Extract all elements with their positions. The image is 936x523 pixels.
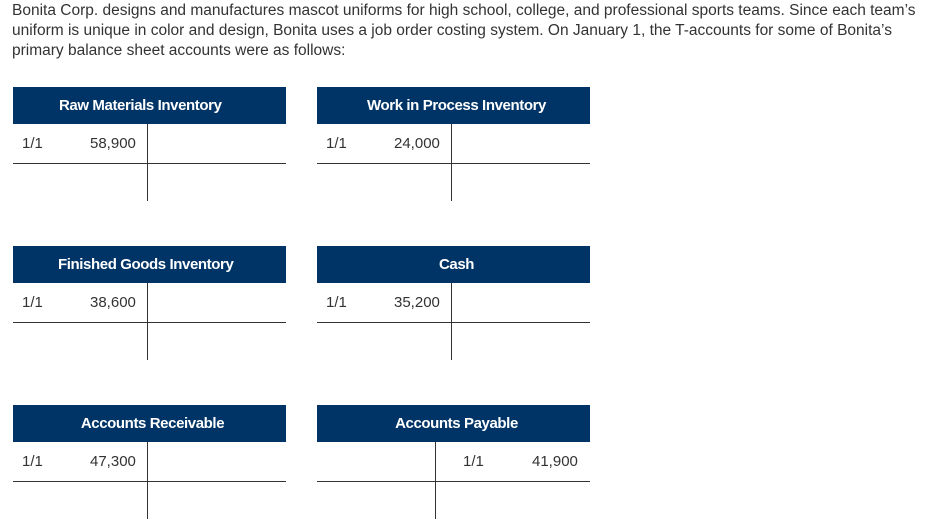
- entry-date: 1/1: [22, 294, 43, 311]
- t-account-title: Finished Goods Inventory: [58, 256, 234, 273]
- entry-amount: 41,900: [532, 453, 578, 470]
- intro-paragraph: Bonita Corp. designs and manufactures mascot uniforms for high school, college, and professional sports teams. Since each team’s uniform is unique in color and design, Bonita uses a job order costing system. On January 1, the T-accounts for some of Bonita’s primary balance sheet accounts were as follows:: [12, 2, 916, 59]
- t-account-divider-horizontal: [13, 163, 286, 164]
- entry-date: 1/1: [22, 135, 43, 152]
- t-account-header: [317, 87, 590, 124]
- t-account-divider-horizontal: [317, 481, 590, 482]
- entry-amount: 35,200: [394, 294, 440, 311]
- t-account-divider-horizontal: [317, 322, 590, 323]
- t-account-header: [13, 246, 286, 283]
- t-account-divider-horizontal: [13, 481, 286, 482]
- entry-date: 1/1: [463, 453, 484, 470]
- entry-amount: 38,600: [90, 294, 136, 311]
- t-account-divider-horizontal: [317, 163, 590, 164]
- t-account-cash: [317, 246, 590, 360]
- entry-date: 1/1: [22, 453, 43, 470]
- t-account-title: Raw Materials Inventory: [59, 97, 222, 114]
- t-account-finished-goods-inventory: [13, 246, 286, 360]
- t-account-raw-materials-inventory: [13, 87, 286, 201]
- entry-date: 1/1: [326, 135, 347, 152]
- entry-date: 1/1: [326, 294, 347, 311]
- entry-amount: 24,000: [394, 135, 440, 152]
- t-account-title: Accounts Payable: [395, 415, 518, 432]
- t-account-header: [317, 246, 590, 283]
- t-account-header: [13, 87, 286, 124]
- entry-amount: 58,900: [90, 135, 136, 152]
- t-account-title: Cash: [438, 256, 475, 273]
- t-account-divider-horizontal: [13, 322, 286, 323]
- entry-amount: 47,300: [90, 453, 136, 470]
- t-account-title: Accounts Receivable: [80, 415, 225, 432]
- t-account-title: Work in Process Inventory: [367, 97, 546, 114]
- t-account-accounts-payable: [317, 405, 590, 519]
- t-account-work-in-process-inventory: [317, 87, 590, 201]
- t-account-header: [317, 405, 590, 442]
- t-account-accounts-receivable: [13, 405, 286, 519]
- t-account-header: [13, 405, 286, 442]
